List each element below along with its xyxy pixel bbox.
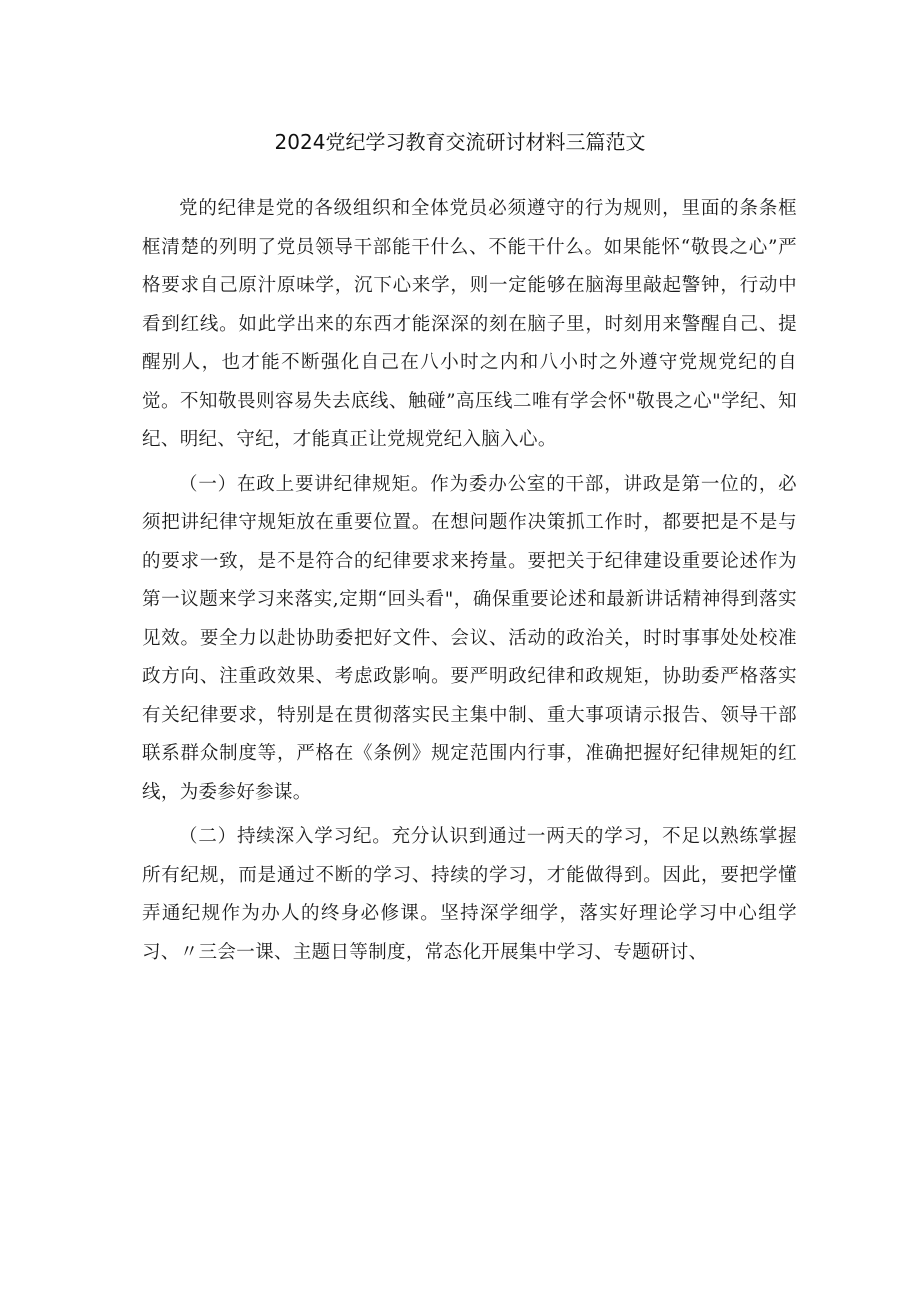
paragraph-section-1: （一）在政上要讲纪律规矩。作为委办公室的干部，讲政是第一位的，必须把讲纪律守规矩放在重要位置。在想问题作决策抓工作时，都要把是不是与的要求一致，是不是符合的纪律要求来挎量。要把关于纪律建设重要论述作为第一议题来学习来落实,定期“回头看"，确保重要论述和最新讲话精神得到落实见效。要全力以赴协助委把好文件、会议、活动的政治关，时时事事处处校准政方向、注重政效果、考虑政影响。要严明政纪律和政规矩，协助委严格落实有关纪律要求，特别是在贯彻落实民主集中制、重大事项请示报告、领导干部联系群众制度等，严格在《条例》规定范围内行事，准确把握好纪律规矩的红线，为委参好参谋。 [142, 473, 797, 803]
paragraph-section-2: （二）持续深入学习纪。充分认识到通过一两天的学习，不足以熟练掌握所有纪规，而是通过不断的学习、持续的学习，才能做得到。因此，要把学懂弄通纪规作为办人的终身必修课。坚持深学细学，落实好理论学习中心组学习、〃三会一课、主题日等制度，常态化开展集中学习、专题研讨、 [142, 826, 797, 963]
paragraph-intro: 党的纪律是党的各级组织和全体党员必须遵守的行为规则，里面的条条框框清楚的列明了党员领导干部能干什么、不能干什么。如果能怀“敬畏之心”严格要求自己原汁原味学，沉下心来学，则一定能够在脑海里敲起警钟，行动中看到红线。如此学出来的东西才能深深的刻在脑子里，时刻用来警醒自己、提醒别人，也才能不断强化自己在八小时之内和八小时之外遵守党规党纪的自觉。不知敬畏则容易失去底线、触碰”高压线二唯有学会怀"敬畏之心"学纪、知纪、明纪、守纪，才能真正让党规党纪入脑入心。 [142, 198, 797, 450]
document-title: 2024党纪学习教育交流研讨材料三篇范文 [274, 130, 646, 154]
document-body [142, 190, 797, 978]
